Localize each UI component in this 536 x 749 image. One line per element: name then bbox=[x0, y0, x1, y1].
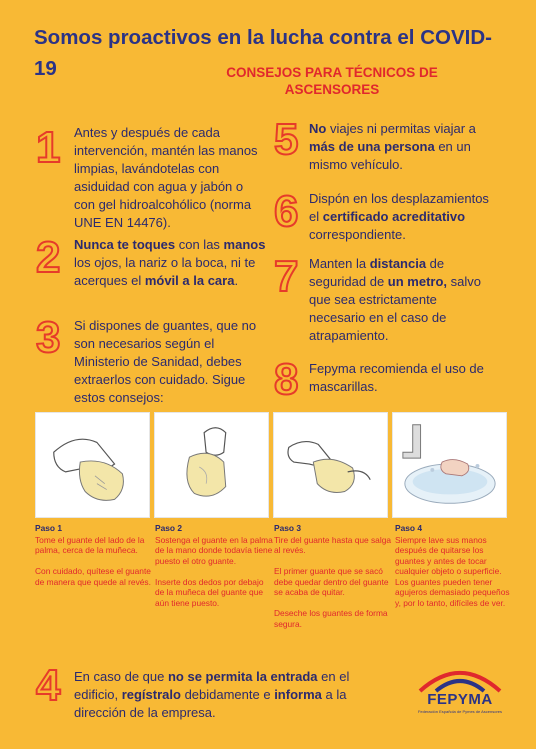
tip-segment: en un mismo vehículo. bbox=[309, 139, 471, 172]
step-paragraph: Tire del guante hasta que salga al revés. bbox=[274, 534, 392, 555]
tip-number-5: 5 bbox=[274, 115, 299, 164]
step-caption-2 bbox=[155, 523, 273, 619]
tip-emphasis: regístralo bbox=[121, 687, 181, 702]
tip-emphasis: informa bbox=[274, 687, 322, 702]
step-label: Paso 2 bbox=[155, 523, 183, 533]
logo-name: FEPYMA bbox=[427, 691, 493, 708]
step-paragraph: El primer guante que se sacó debe quedar dentro del guante se acaba de quitar. bbox=[274, 566, 389, 597]
tip-number-6: 6 bbox=[274, 187, 299, 236]
step-caption-1 bbox=[35, 523, 153, 598]
step-paragraph: Inserte dos dedos por debajo de la muñeca del guante que aún tiene puesto. bbox=[155, 576, 264, 608]
glove-hold-icon bbox=[155, 413, 268, 517]
logo-tagline: Federación Española de Pymes de Ascensores bbox=[417, 709, 503, 714]
step-paragraph: Con cuidado, quítese el guante de manera que quede al revés. bbox=[35, 566, 151, 587]
tip-segment: viajes ni permitas viajar a bbox=[326, 121, 476, 136]
tip-emphasis: más de una persona bbox=[309, 139, 435, 154]
tip-number-8: 8 bbox=[274, 355, 299, 404]
tip-emphasis: manos bbox=[223, 237, 266, 252]
tip-emphasis: certificado acreditativo bbox=[322, 209, 466, 224]
tip-segment: en el edificio, bbox=[74, 669, 350, 702]
tip-segment: salvo que sea estrictamente necesario en el caso de atrapamiento. bbox=[309, 274, 481, 343]
step-label: Paso 3 bbox=[274, 523, 302, 533]
fepyma-logo bbox=[410, 661, 510, 721]
tip-segment: a la dirección de la empresa. bbox=[74, 687, 347, 720]
step-paragraph: Tome el guante del lado de la palma, cerca de la muñeca. bbox=[35, 534, 145, 555]
step-label: Paso 4 bbox=[395, 523, 423, 533]
tip-segment: Si dispones de guantes, que no son necesarios según el Ministerio de Sanidad, debes extraerlos con cuidado. Sigue estos consejos: bbox=[74, 318, 257, 405]
step-1-illustration bbox=[35, 412, 150, 518]
tip-number-4: 4 bbox=[36, 661, 61, 710]
tip-emphasis: no se permita la entrada bbox=[167, 669, 318, 684]
tip-text-7 bbox=[309, 255, 489, 345]
tip-number-1: 1 bbox=[36, 123, 61, 172]
tip-segment: Antes y después de cada intervención, mantén las manos limpias, lavándotelas con asiduidad con agua y jabón o con gel hidroalcohólico (norma UNE EN 14476). bbox=[74, 125, 258, 230]
step-label: Paso 1 bbox=[35, 523, 63, 533]
glove-pull-icon bbox=[274, 413, 387, 517]
tip-emphasis: un metro, bbox=[387, 274, 448, 289]
tip-segment: debidamente e bbox=[180, 687, 275, 702]
tip-segment: los ojos, la nariz o la boca, ni te acerques el bbox=[74, 255, 256, 288]
logo-arcs-icon bbox=[410, 661, 510, 693]
tip-text-1 bbox=[74, 124, 260, 232]
tip-segment: En caso de que bbox=[74, 669, 168, 684]
tip-segment: con las bbox=[175, 237, 224, 252]
step-paragraph: Siempre lave sus manos después de quitarse los guantes y antes de tocar cualquier objeto o superficie. Los guantes pueden tener agujeros demasiado pequeños y, por lo tanto, difíciles de ver. bbox=[395, 534, 510, 608]
glove-removal-icon bbox=[36, 413, 149, 517]
tip-segment: . bbox=[234, 273, 239, 288]
tip-emphasis: móvil a la cara bbox=[144, 273, 235, 288]
step-paragraph: Deseche los guantes de forma segura. bbox=[274, 608, 388, 629]
page-subtitle: CONSEJOS PARA TÉCNICOS DE ASCENSORES bbox=[226, 65, 438, 97]
tip-number-7: 7 bbox=[274, 252, 299, 301]
step-caption-4 bbox=[395, 523, 511, 619]
tip-segment: Dispón en los desplazamientos el bbox=[309, 191, 489, 224]
step-caption-3 bbox=[274, 523, 392, 640]
step-4-illustration bbox=[392, 412, 507, 518]
tip-text-3 bbox=[74, 317, 264, 407]
tip-emphasis: No bbox=[309, 121, 327, 136]
tip-emphasis: distancia bbox=[369, 256, 427, 271]
step-2-illustration bbox=[154, 412, 269, 518]
tip-text-4 bbox=[74, 668, 374, 722]
hand-washing-icon bbox=[393, 413, 506, 517]
tip-segment: Fepyma recomienda el uso de mascarillas. bbox=[309, 361, 484, 394]
step-3-illustration bbox=[273, 412, 388, 518]
tip-text-6 bbox=[309, 190, 499, 244]
tip-number-2: 2 bbox=[36, 233, 61, 282]
tip-text-2 bbox=[74, 236, 266, 290]
tip-text-5 bbox=[309, 120, 499, 174]
tip-segment: de seguridad de bbox=[309, 256, 445, 289]
page-title: Somos proactivos en la lucha contra el COVID-19 bbox=[34, 26, 492, 80]
tip-segment: correspondiente. bbox=[309, 227, 406, 242]
tip-text-8 bbox=[309, 360, 499, 396]
step-paragraph: Sostenga el guante en la palma de la mano donde todavía tiene puesto el otro guante. bbox=[155, 534, 273, 566]
tip-segment: Manten la bbox=[309, 256, 370, 271]
tip-number-3: 3 bbox=[36, 313, 61, 362]
tip-emphasis: Nunca te toques bbox=[74, 237, 176, 252]
